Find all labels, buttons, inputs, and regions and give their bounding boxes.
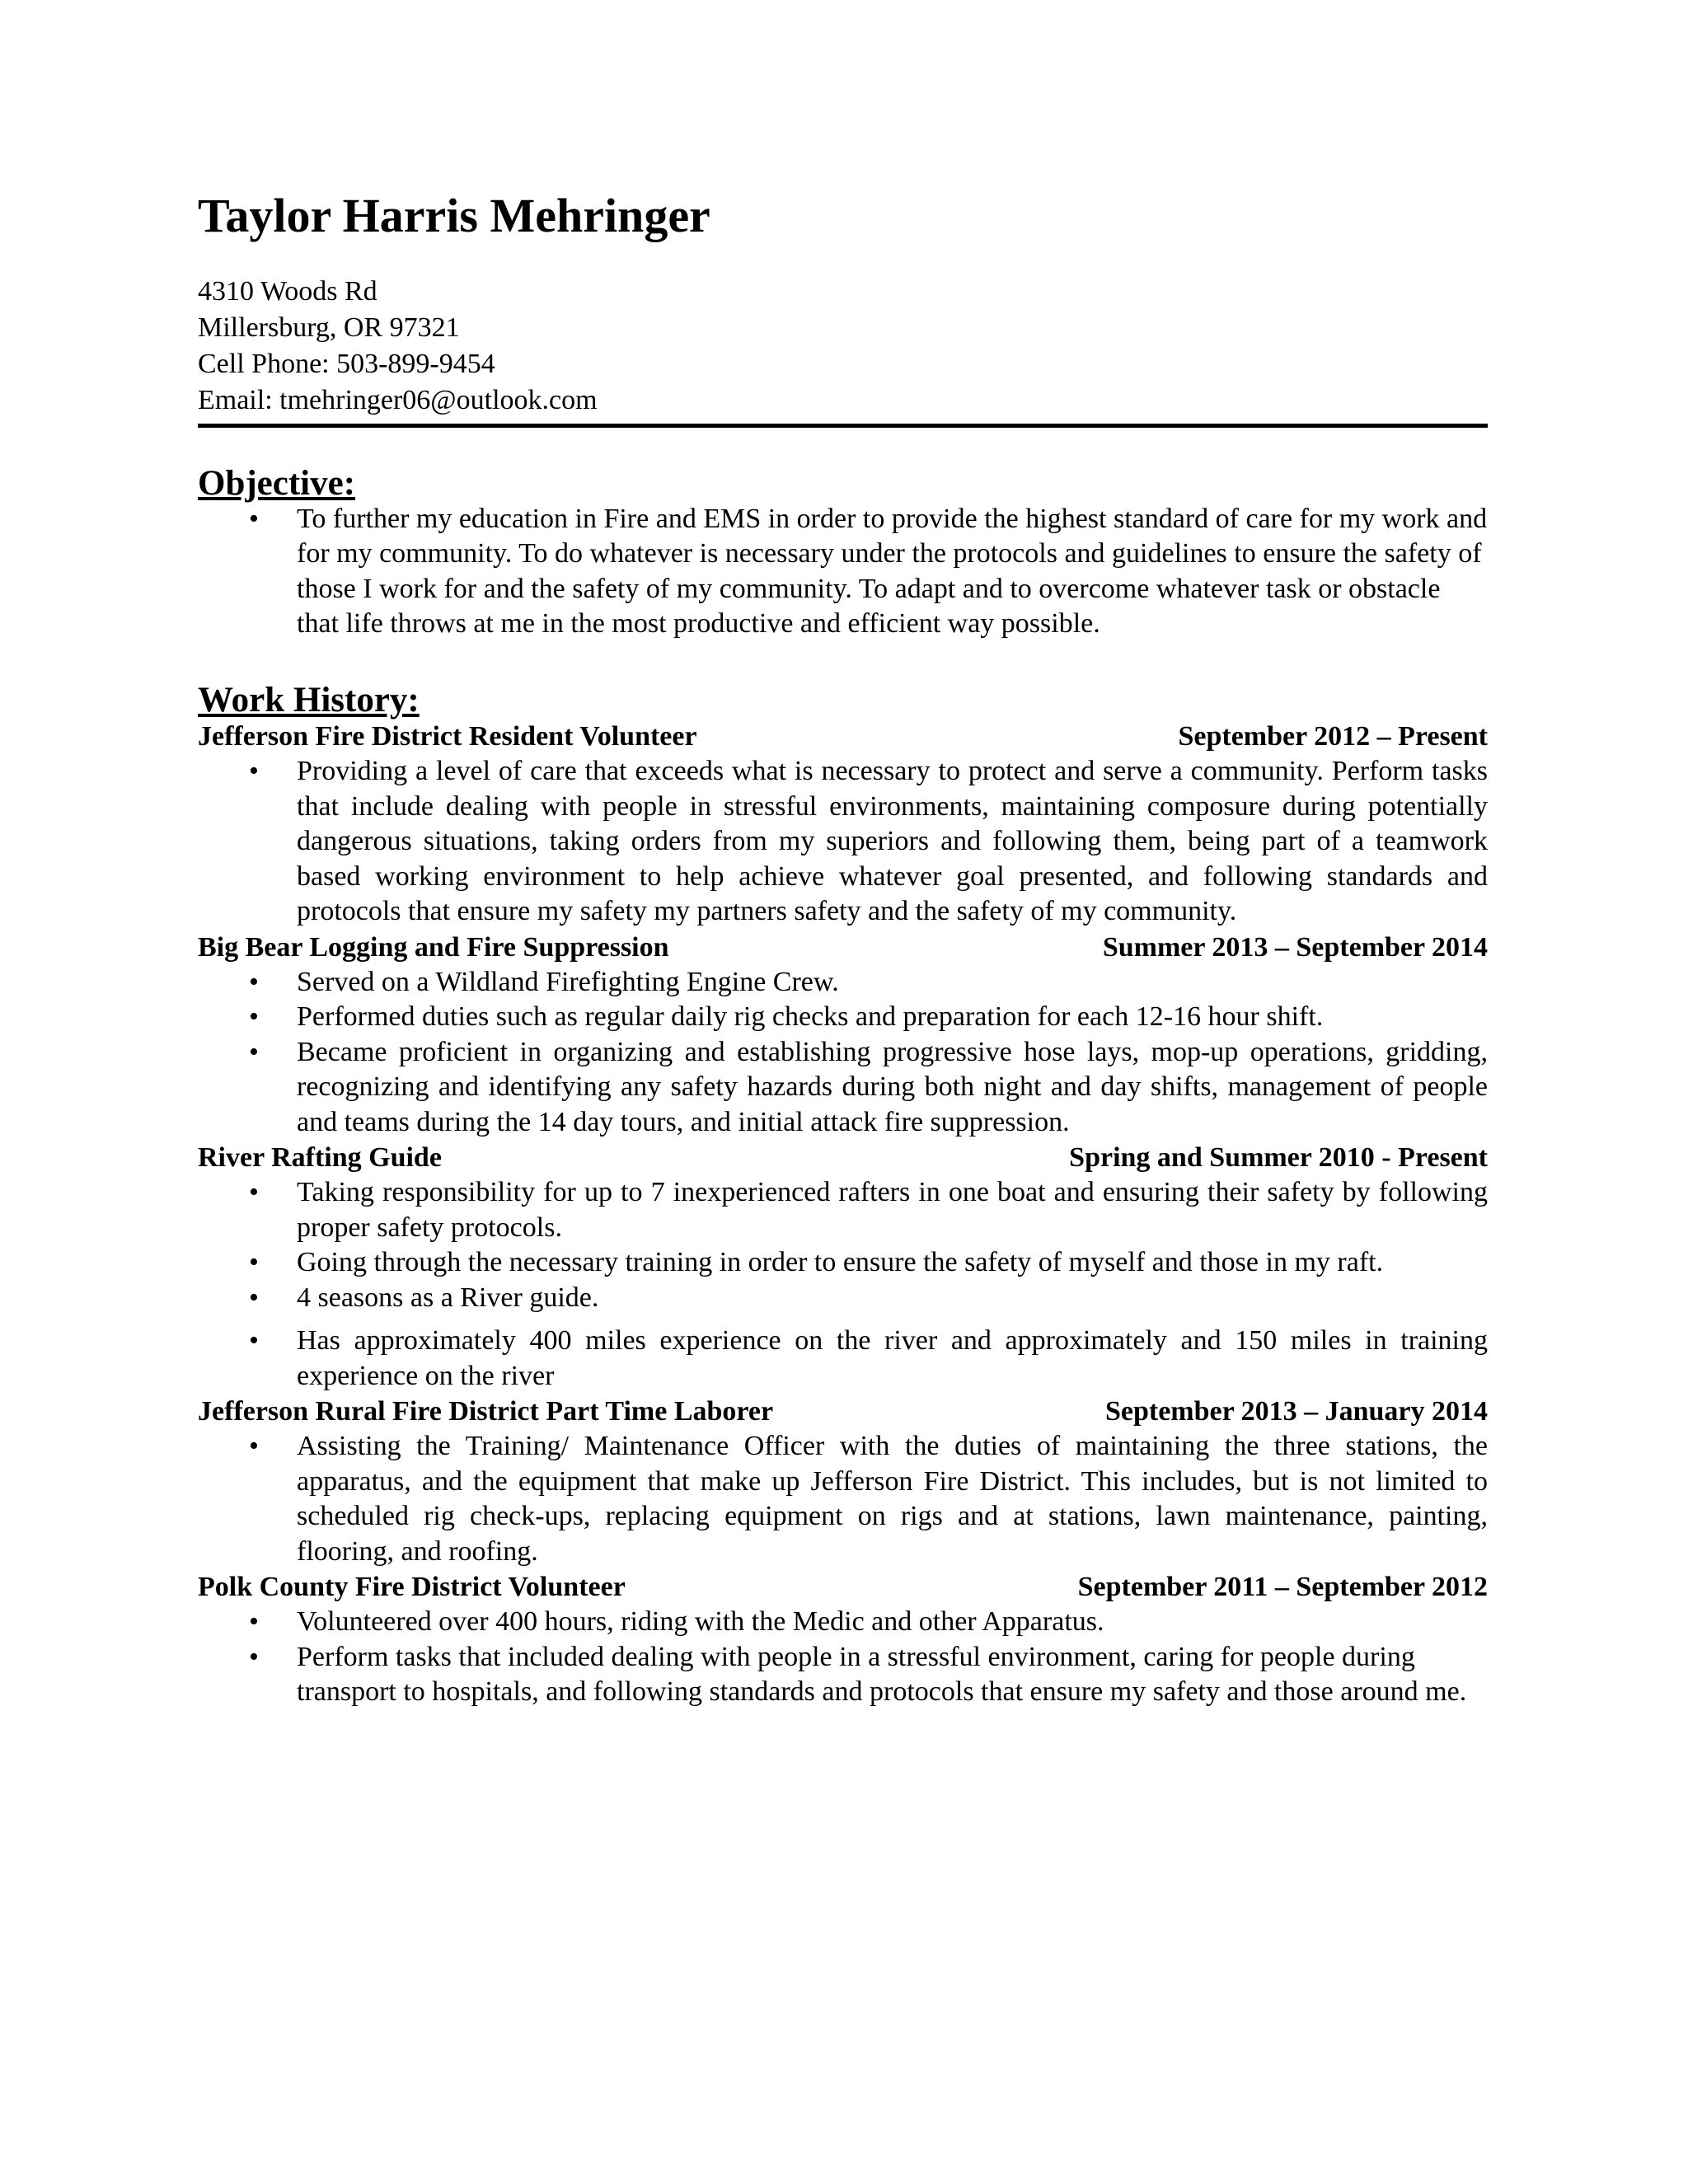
job-duty: Became proficient in organizing and establishing progressive hose lays, mop-up operations, gridding, recognizing and identifying any safety hazards during both night and day shifts, management of people and teams during the 14 day tours, and initial attack fire suppression.: [297, 1036, 1488, 1137]
job-header: [198, 930, 1488, 965]
phone-line: Cell Phone: 503-899-9454: [198, 348, 495, 379]
job-header: [198, 1140, 1488, 1175]
bullet-icon: •: [249, 503, 259, 534]
resume-page: [198, 190, 1488, 1710]
job-bullets: [198, 1429, 1488, 1569]
work-history-heading: Work History:: [198, 680, 420, 719]
bullet-icon: •: [249, 1641, 259, 1672]
list-item: [198, 1175, 1488, 1245]
job-bullets: [198, 1605, 1488, 1710]
bullet-icon: •: [249, 1001, 259, 1033]
bullet-icon: •: [249, 1606, 259, 1638]
job-duty: Performed duties such as regular daily rig checks and preparation for each 12-16 hour shift.: [297, 1001, 1324, 1033]
list-item: [198, 1324, 1488, 1394]
job-duty: Has approximately 400 miles experience on the river and approximately and 150 miles in training experience on the river: [297, 1325, 1488, 1391]
job-duty: Going through the necessary training in order to ensure the safety of myself and those in my raft.: [297, 1247, 1384, 1278]
job-title: Jefferson Fire District Resident Volunteer: [198, 721, 697, 752]
list-item: [198, 502, 1488, 642]
job-bullets: [198, 965, 1488, 1141]
bullet-icon: •: [249, 1177, 259, 1208]
email-line: Email: tmehringer06@outlook.com: [198, 384, 598, 415]
bullet-icon: •: [249, 1325, 259, 1357]
job-header: [198, 1569, 1488, 1605]
job-bullets: [198, 754, 1488, 930]
list-item: [198, 1605, 1488, 1640]
objective-text: To further my education in Fire and EMS in order to provide the highest standard of care for my work and for my community. To do whatever is necessary under the protocols and guidelines to ensure the safety of those I work for and the safety of my community. To adapt and to overcome whatever task or obstacle that life throws at me in the most productive and efficient way possible.: [297, 503, 1488, 640]
list-item: [198, 1429, 1488, 1569]
contact-block: [198, 274, 1488, 419]
job-duty: Taking responsibility for up to 7 inexperienced rafters in one boat and ensuring their safety by following proper safety protocols.: [297, 1177, 1488, 1243]
list-item: [198, 754, 1488, 930]
candidate-name: Taylor Harris Mehringer: [198, 189, 710, 242]
job-duty: 4 seasons as a River guide.: [297, 1282, 599, 1313]
list-item: [198, 1281, 1488, 1316]
header-divider: [198, 424, 1488, 428]
bullet-icon: •: [249, 966, 259, 997]
job-dates: September 2012 – Present: [1178, 721, 1488, 752]
job-duty: Served on a Wildland Firefighting Engine Crew.: [297, 966, 839, 997]
list-item: [198, 1000, 1488, 1035]
job-dates: September 2011 – September 2012: [1077, 1572, 1488, 1603]
job-title: Polk County Fire District Volunteer: [198, 1572, 626, 1603]
bullet-icon: •: [249, 1431, 259, 1462]
job-title: Big Bear Logging and Fire Suppression: [198, 931, 669, 963]
job-duty: Volunteered over 400 hours, riding with the Medic and other Apparatus.: [297, 1606, 1104, 1638]
job-bullets: [198, 1175, 1488, 1394]
job-dates: September 2013 – January 2014: [1104, 1396, 1488, 1427]
address-line-2: Millersburg, OR 97321: [198, 312, 460, 343]
objective-list: [198, 502, 1488, 642]
job-duty: Perform tasks that included dealing with people in a stressful environment, caring for people during transport to hospitals, and following standards and protocols that ensure my safety and those around me.: [297, 1641, 1467, 1708]
list-item: [198, 1640, 1488, 1710]
list-item: [198, 1245, 1488, 1281]
bullet-icon: •: [249, 756, 259, 787]
objective-heading: Objective:: [198, 463, 356, 503]
bullet-icon: •: [249, 1282, 259, 1313]
list-item: [198, 1035, 1488, 1141]
job-dates: Spring and Summer 2010 - Present: [1069, 1142, 1488, 1174]
list-item: [198, 965, 1488, 1001]
bullet-icon: •: [249, 1036, 259, 1067]
job-header: [198, 1394, 1488, 1429]
job-header: [198, 719, 1488, 754]
bullet-icon: •: [249, 1247, 259, 1278]
job-dates: Summer 2013 – September 2014: [1102, 931, 1488, 963]
job-duty: Assisting the Training/ Maintenance Officer with the duties of maintaining the three stations, the apparatus, and the equipment that make up Jefferson Fire District. This includes, but is not limited to scheduled rig check-ups, replacing equipment on rigs and at stations, lawn maintenance, painting, flooring, and roofing.: [297, 1431, 1488, 1567]
address-line-1: 4310 Woods Rd: [198, 275, 377, 307]
job-title: Jefferson Rural Fire District Part Time Laborer: [198, 1396, 774, 1427]
job-title: River Rafting Guide: [198, 1142, 442, 1174]
job-duty: Providing a level of care that exceeds what is necessary to protect and serve a community. Perform tasks that include dealing with people in stressful environments, maintaining composure during potentially dangerous situations, taking orders from my superiors and following them, being part of a teamwork based working environment to help achieve whatever goal presented, and following standards and protocols that ensure my safety my partners safety and the safety of my community.: [297, 756, 1488, 927]
